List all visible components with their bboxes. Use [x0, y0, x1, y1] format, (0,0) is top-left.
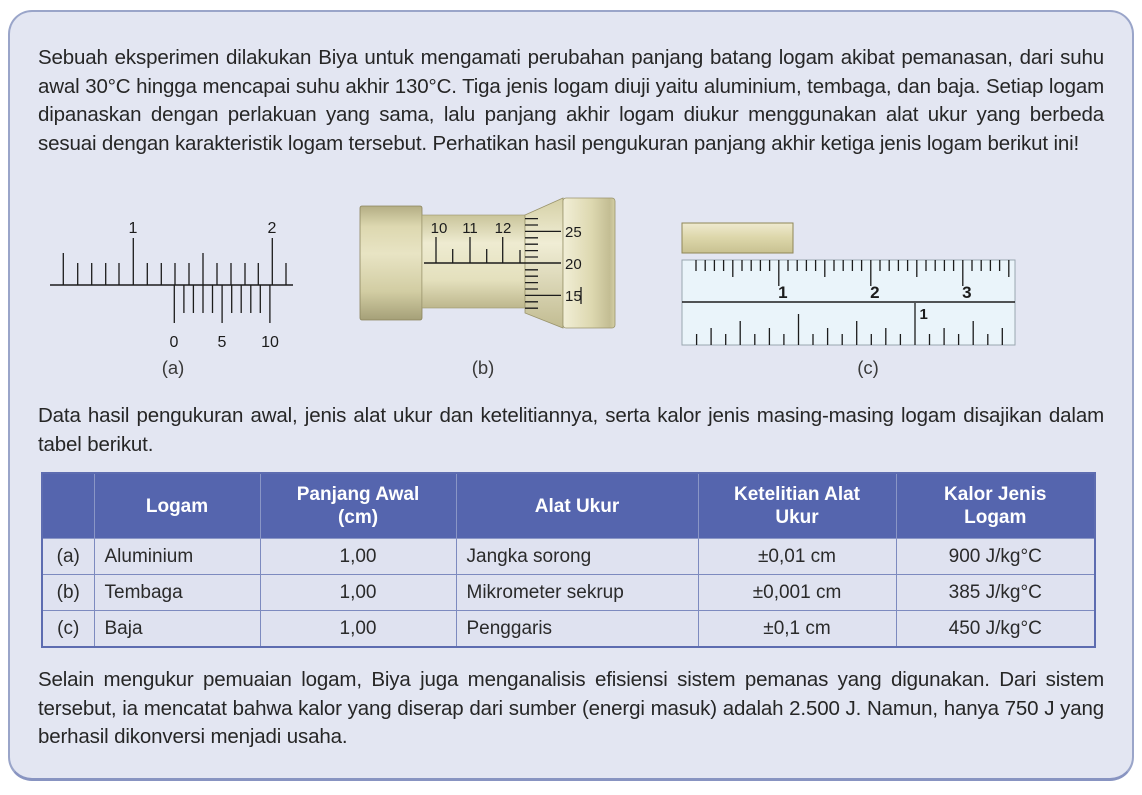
micrometer-thimble-label-20: 20 — [565, 256, 582, 273]
cell-logam: Baja — [94, 611, 260, 648]
vernier-main-scale-ticks-short — [78, 263, 286, 285]
ruler-cm-label-2: 2 — [870, 283, 880, 302]
row-id: (c) — [42, 611, 94, 648]
cell-alat-ukur: Mikrometer sekrup — [456, 575, 698, 611]
header-ketelitian: Ketelitian Alat Ukur — [698, 473, 896, 539]
table-row — [42, 611, 1095, 648]
ruler-inch-label-1: 1 — [919, 306, 928, 323]
micrometer-sleeve-label-10: 10 — [430, 220, 448, 237]
micrometer-sleeve-label-12: 12 — [494, 220, 512, 237]
header-blank — [42, 473, 94, 539]
table-header-row — [42, 473, 1095, 539]
cell-ketelitian: ±0,01 cm — [698, 539, 896, 575]
vernier-label-10: 10 — [261, 334, 279, 351]
cell-ketelitian: ±0,1 cm — [698, 611, 896, 648]
cell-alat-ukur: Jangka sorong — [456, 539, 698, 575]
vernier-main-label-2: 2 — [267, 220, 277, 237]
ruler-cm-label-3: 3 — [962, 283, 972, 302]
micrometer-thimble-label-15: 15 — [565, 288, 582, 305]
cell-kalor-jenis: 385 J/kg°C — [896, 575, 1095, 611]
cell-logam: Aluminium — [94, 539, 260, 575]
vernier-main-label-1: 1 — [128, 220, 138, 237]
cell-ketelitian: ±0,001 cm — [698, 575, 896, 611]
micrometer-thimble-label-25: 25 — [565, 224, 582, 241]
metal-rod — [682, 223, 793, 253]
header-logam: Logam — [94, 473, 260, 539]
vernier-label-5: 5 — [217, 334, 227, 351]
intro-paragraph: Sebuah eksperimen dilakukan Biya untuk mengamati perubahan panjang batang logam akibat pemanasan, dari suhu awal 30°C hingga mencapai suhu akhir 130°C. Tiga jenis logam diuji yaitu aluminium, tembaga, dan baja. Setiap logam dipanaskan dengan perlakuan yang sama, lalu panjang akhir logam diukur menggunakan alat ukur yang berbeda sesuai dengan karakteristik logam tersebut. Perhatikan hasil pengukuran panjang akhir ketiga jenis logam berikut ini! — [38, 46, 1104, 155]
table-row — [42, 575, 1095, 611]
caption-c: (c) — [857, 357, 879, 378]
cell-logam: Tembaga — [94, 575, 260, 611]
micrometer-frame-block — [360, 206, 422, 320]
header-alat-ukur: Alat Ukur — [456, 473, 698, 539]
efficiency-paragraph: Selain mengukur pemuaian logam, Biya juga menganalisis efisiensi sistem pemanas yang digunakan. Dari sistem tersebut, ia mencatat bahwa kalor yang diserap dari sumber (energi masuk) adalah 2.500 J. Namun, hanya 750 J yang berhasil dikonversi menjadi usaha. — [38, 668, 1104, 749]
header-panjang-awal: Panjang Awal (cm) — [260, 473, 456, 539]
micrometer-diagram — [355, 190, 625, 340]
cell-kalor-jenis: 450 J/kg°C — [896, 611, 1095, 648]
vernier-label-0: 0 — [169, 334, 179, 351]
ruler-cm-label-1: 1 — [778, 283, 788, 302]
cell-kalor-jenis: 900 J/kg°C — [896, 539, 1095, 575]
ruler-diagram — [675, 195, 1020, 350]
measurement-table — [41, 472, 1096, 648]
table-row — [42, 539, 1095, 575]
row-id: (a) — [42, 539, 94, 575]
caption-b: (b) — [471, 357, 495, 378]
micrometer-sleeve-label-11: 11 — [462, 220, 478, 237]
caption-a: (a) — [161, 357, 185, 378]
table-intro-paragraph: Data hasil pengukuran awal, jenis alat ukur dan ketelitiannya, serta kalor jenis masing-masing logam disajikan dalam tabel berikut. — [38, 404, 1104, 456]
row-id: (b) — [42, 575, 94, 611]
cell-panjang-awal: 1,00 — [260, 575, 456, 611]
cell-panjang-awal: 1,00 — [260, 611, 456, 648]
cell-alat-ukur: Penggaris — [456, 611, 698, 648]
header-kalor-jenis: Kalor Jenis Logam — [896, 473, 1095, 539]
cell-panjang-awal: 1,00 — [260, 539, 456, 575]
vernier-scale-ticks-long — [174, 285, 270, 323]
